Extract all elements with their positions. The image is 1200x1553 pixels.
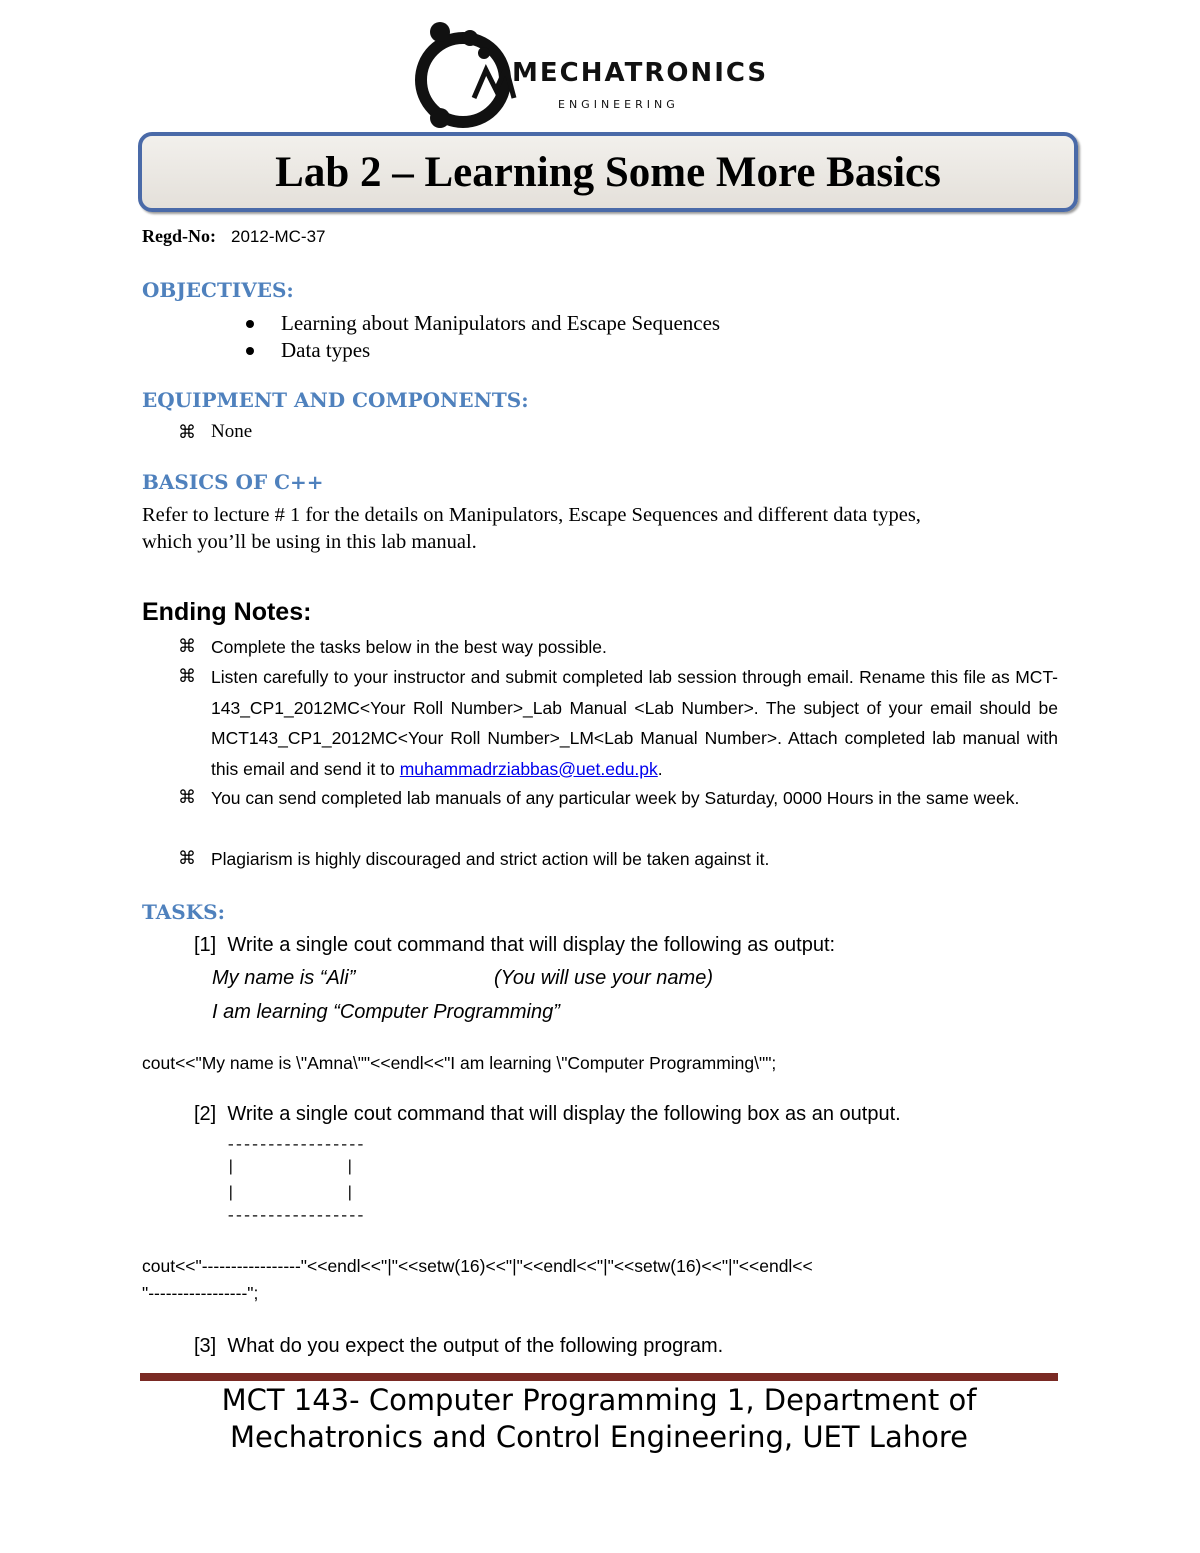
registration-number: [142, 226, 326, 247]
task-1-prompt: [194, 934, 835, 957]
box-left-side: |: [226, 1184, 236, 1202]
note-text: Plagiarism is highly discouraged and strict action will be taken against it.: [211, 849, 770, 869]
logo-subtitle: ENGINEERING: [558, 98, 679, 111]
box-bottom-border: -----------------: [226, 1207, 364, 1225]
task-number: [3]: [194, 1335, 217, 1357]
task-3-prompt: [194, 1335, 723, 1358]
title-banner: [138, 132, 1078, 212]
ending-notes-heading: Ending Notes:: [142, 598, 312, 626]
square-knot-icon: ⌘: [178, 421, 196, 443]
note-text: You can send completed lab manuals of any particular week by Saturday, 0000 Hours in the same week.: [211, 788, 1020, 808]
note-item: [178, 844, 1058, 875]
page-title: Lab 2 – Learning Some More Basics: [275, 148, 941, 196]
objective-text: Learning about Manipulators and Escape Sequences: [281, 311, 721, 335]
disc-bullet-icon: [246, 347, 254, 355]
task-1-example-1: My name is “Ali”: [212, 967, 356, 989]
note-text-end: .: [657, 758, 663, 779]
objective-text: Data types: [281, 338, 371, 362]
box-top-border: -----------------: [226, 1136, 364, 1154]
task-1-example-2: I am learning “Computer Programming”: [212, 1001, 560, 1023]
task-2-answer-line-2: "-----------------";: [142, 1283, 259, 1303]
square-knot-icon: ⌘: [178, 636, 196, 657]
square-knot-icon: ⌘: [178, 848, 196, 869]
equipment-heading: EQUIPMENT AND COMPONENTS:: [142, 388, 529, 412]
task-1-example-note: (You will use your name): [494, 967, 713, 989]
disc-bullet-icon: [246, 320, 254, 328]
task-text: Write a single cout command that will display the following box as an output.: [227, 1103, 901, 1125]
equipment-item: [178, 421, 252, 443]
equipment-text: None: [211, 421, 253, 442]
objectives-heading: OBJECTIVES:: [142, 278, 294, 302]
basics-text-line-2: which you’ll be using in this lab manual.: [142, 531, 477, 553]
task-number: [2]: [194, 1103, 217, 1125]
regd-value: 2012-MC-37: [231, 227, 326, 246]
task-text: Write a single cout command that will display the following as output:: [227, 934, 836, 956]
square-knot-icon: ⌘: [178, 787, 196, 808]
task-1-answer: cout<<"My name is \"Amna\""<<endl<<"I am learning \"Computer Programming\"";: [142, 1053, 777, 1073]
basics-text-line-1: Refer to lecture # 1 for the details on Manipulators, Escape Sequences and different data types,: [142, 504, 921, 526]
square-knot-icon: ⌘: [178, 666, 196, 687]
task-text: What do you expect the output of the following program.: [227, 1335, 724, 1357]
instructor-email-link[interactable]: muhammadrziabbas@uet.edu.pk: [399, 758, 658, 779]
footer-divider: [140, 1373, 1058, 1381]
objective-item: [246, 311, 720, 336]
mechatronics-logo: [408, 18, 769, 133]
note-item: [178, 662, 1058, 784]
page-footer: [140, 1382, 1058, 1456]
box-right-side: |: [345, 1158, 355, 1176]
box-left-side: |: [226, 1158, 236, 1176]
note-text-body: Listen carefully to your instructor and submit completed lab session through email. Rename this file as MCT-143_CP1_2012MC<Your Roll Number>_Lab Manual <Lab Number>. The subject of your email should be MCT143_CP1_2012MC<Your Roll Number>_LM<Lab Manual Number>. Attach completed lab manual with this email and send it to: [211, 667, 1058, 779]
logo-wordmark: MECHATRONICS: [512, 58, 769, 88]
task-2-prompt: [194, 1103, 901, 1126]
note-text: Complete the tasks below in the best way possible.: [211, 637, 607, 657]
box-right-side: |: [345, 1184, 355, 1202]
objective-item: [246, 338, 370, 363]
basics-heading: BASICS OF C++: [142, 470, 324, 494]
footer-line-2: Mechatronics and Control Engineering, UET Lahore: [230, 1420, 968, 1454]
note-item: [178, 783, 1058, 814]
task-number: [1]: [194, 934, 217, 956]
note-text: [211, 662, 1058, 784]
footer-line-1: MCT 143- Computer Programming 1, Department of: [221, 1383, 977, 1417]
note-item: [178, 632, 1058, 663]
regd-label: Regd-No:: [142, 226, 216, 246]
task-2-answer-line-1: cout<<"-----------------"<<endl<<"|"<<setw(16)<<"|"<<endl<<"|"<<setw(16)<<"|"<<endl<<: [142, 1256, 813, 1276]
tasks-heading: TASKS:: [142, 900, 225, 924]
